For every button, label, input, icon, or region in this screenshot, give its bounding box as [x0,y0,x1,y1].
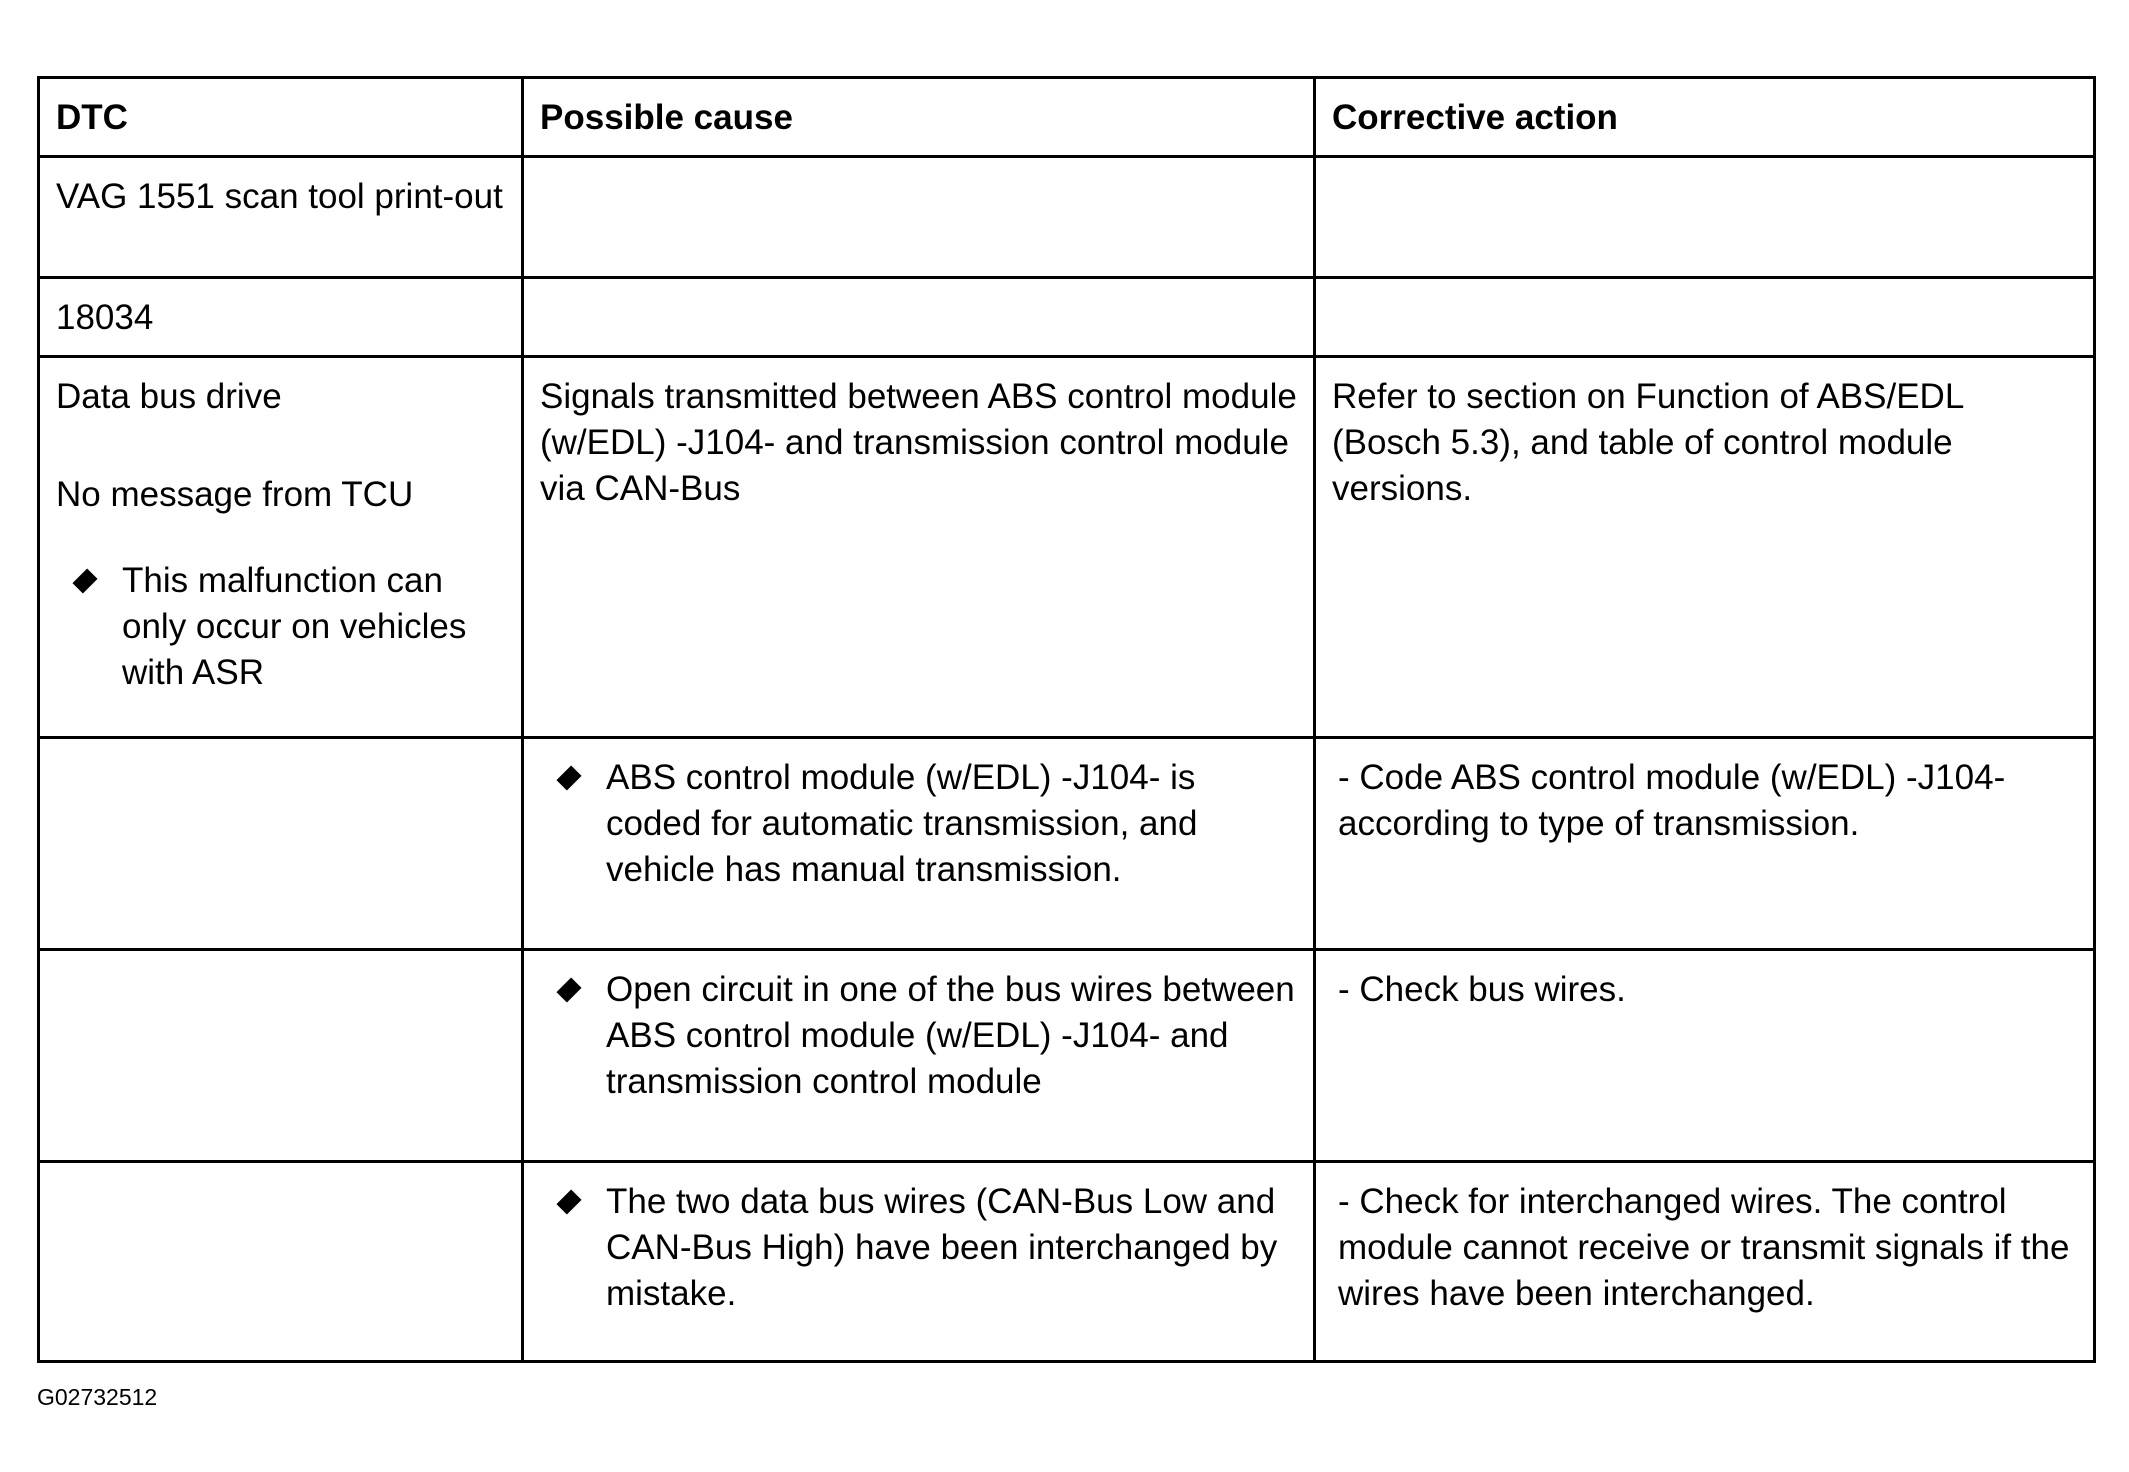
table-row [39,157,2095,278]
cause-bullet [540,1179,1299,1317]
table-row [39,278,2095,357]
dtc-description-message: No message from TCU [56,475,414,514]
diamond-bullet-icon [72,568,97,593]
cause-text: Open circuit in one of the bus wires between ABS control module (w/EDL) -J104- and transmission control module [606,970,1295,1101]
dtc-cell-empty [39,738,523,950]
table-row [39,738,2095,950]
dtc-note-text: This malfunction can only occur on vehicles with ASR [122,561,467,692]
dtc-cell-scan-tool: VAG 1551 scan tool print-out [39,157,523,278]
dtc-cell-empty [39,950,523,1162]
cause-cell [523,1162,1315,1362]
action-cell [1315,1162,2095,1362]
header-dtc: DTC [39,78,523,157]
dtc-note-bullet [56,558,507,696]
action-cell [1315,950,2095,1162]
cause-bullet [540,755,1299,893]
cause-cell-signals: Signals transmitted between ABS control module (w/EDL) -J104- and transmission control module via CAN-Bus [523,357,1315,738]
action-text: - Check bus wires. [1338,970,1626,1009]
action-text: - Check for interchanged wires. The control module cannot receive or transmit signals if the wires have been interchanged. [1338,1182,2070,1313]
dtc-description-title: Data bus drive [56,377,282,416]
cause-text: The two data bus wires (CAN-Bus Low and CAN-Bus High) have been interchanged by mistake. [606,1182,1278,1313]
header-corrective-action: Corrective action [1315,78,2095,157]
cause-cell [523,278,1315,357]
table-row [39,950,2095,1162]
cause-cell [523,950,1315,1162]
diamond-bullet-icon [556,1189,581,1214]
table-row [39,1162,2095,1362]
action-text: - Code ABS control module (w/EDL) -J104- according to type of transmission. [1338,758,2006,843]
action-cell [1315,278,2095,357]
dtc-table [37,76,2096,1363]
table-header-row [39,78,2095,157]
dtc-cell-description [39,357,523,738]
action-cell [1315,157,2095,278]
diamond-bullet-icon [556,977,581,1002]
cause-text: ABS control module (w/EDL) -J104- is coded for automatic transmission, and vehicle has manual transmission. [606,758,1198,889]
cause-cell [523,738,1315,950]
dtc-cell-code: 18034 [39,278,523,357]
action-cell-refer: Refer to section on Function of ABS/EDL (Bosch 5.3), and table of control module versions. [1315,357,2095,738]
cause-bullet [540,967,1299,1105]
diamond-bullet-icon [556,765,581,790]
action-cell [1315,738,2095,950]
table-row [39,357,2095,738]
dtc-cell-empty [39,1162,523,1362]
cause-cell [523,157,1315,278]
header-possible-cause: Possible cause [523,78,1315,157]
figure-id: G02732512 [37,1384,158,1410]
